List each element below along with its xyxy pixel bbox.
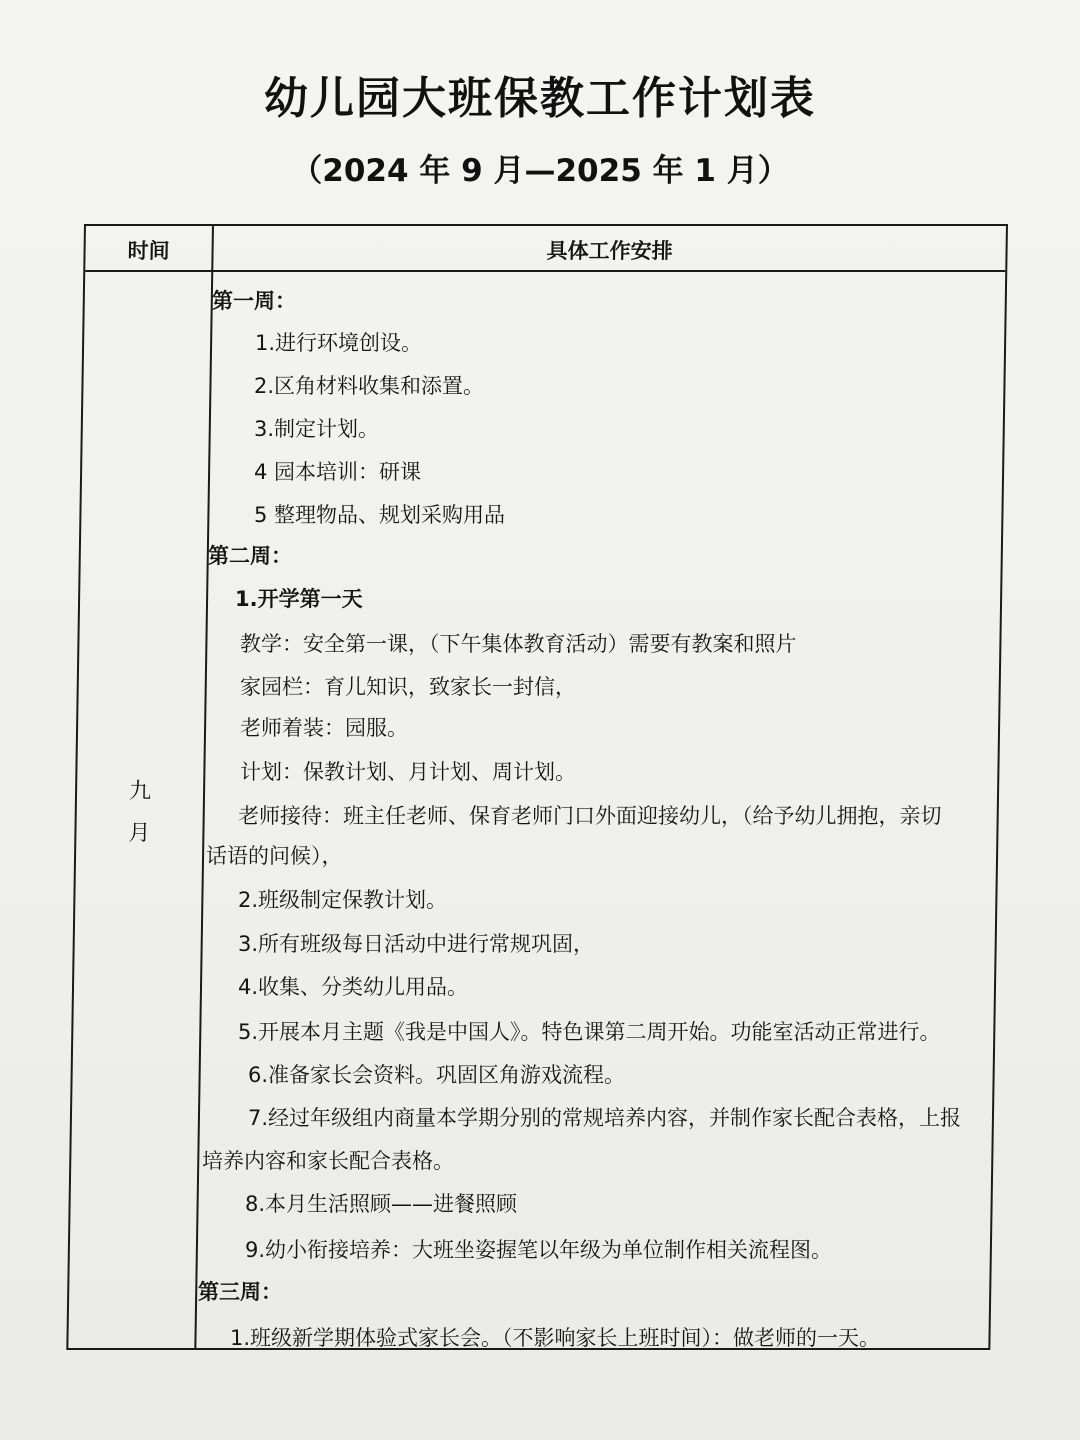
header-time: 时间 — [127, 239, 170, 263]
list-item: 8.本月生活照顾——进餐照顾 — [245, 1192, 518, 1216]
week3-heading: 第三周： — [198, 1280, 282, 1304]
list-item: 1.班级新学期体验式家长会。（不影响家长上班时间）：做老师的一天。 — [230, 1326, 881, 1350]
list-item: 培养内容和家长配合表格。 — [202, 1149, 454, 1173]
list-item: 7.经过年级组内商量本学期分别的常规培养内容，并制作家长配合表格，上报 — [248, 1106, 962, 1130]
list-item: 老师接待：班主任老师、保育老师门口外面迎接幼儿，（给予幼儿拥抱，亲切 — [238, 804, 942, 828]
list-item: 3.制定计划。 — [254, 417, 380, 441]
list-item: 教学：安全第一课，（下午集体教育活动）需要有教案和照片 — [240, 632, 797, 656]
list-item: 3.所有班级每日活动中进行常规巩固， — [238, 932, 595, 956]
month-char: 九 — [128, 779, 152, 804]
list-item: 话语的问候）， — [206, 844, 343, 868]
list-item: 2.班级制定保教计划。 — [238, 888, 448, 912]
list-item: 计划：保教计划、月计划、周计划。 — [240, 760, 576, 784]
list-item: 老师着装：园服。 — [240, 716, 408, 740]
week2-subheading: 1.开学第一天 — [235, 587, 363, 611]
header-arrangement: 具体工作安排 — [546, 239, 673, 263]
document-title: 幼儿园大班保教工作计划表 — [264, 73, 816, 124]
list-item: 1.进行环境创设。 — [255, 331, 423, 355]
list-item: 2.区角材料收集和添置。 — [254, 374, 485, 398]
list-item: 4 园本培训：研课 — [254, 460, 422, 484]
list-item: 9.幼小衔接培养：大班坐姿握笔以年级为单位制作相关流程图。 — [245, 1238, 833, 1262]
list-item: 5.开展本月主题《我是中国人》。特色课第二周开始。功能室活动正常进行。 — [238, 1020, 941, 1044]
month-char: 月 — [128, 821, 151, 846]
list-item: 4.收集、分类幼儿用品。 — [238, 975, 469, 999]
week1-heading: 第一周： — [212, 289, 296, 313]
week2-heading: 第二周： — [208, 544, 292, 568]
list-item: 5 整理物品、规划采购用品 — [254, 503, 506, 527]
document-subtitle: （2024 年 9 月—2025 年 1 月） — [291, 153, 789, 189]
list-item: 家园栏：育儿知识，致家长一封信， — [240, 675, 576, 699]
list-item: 6.准备家长会资料。巩固区角游戏流程。 — [248, 1063, 626, 1087]
